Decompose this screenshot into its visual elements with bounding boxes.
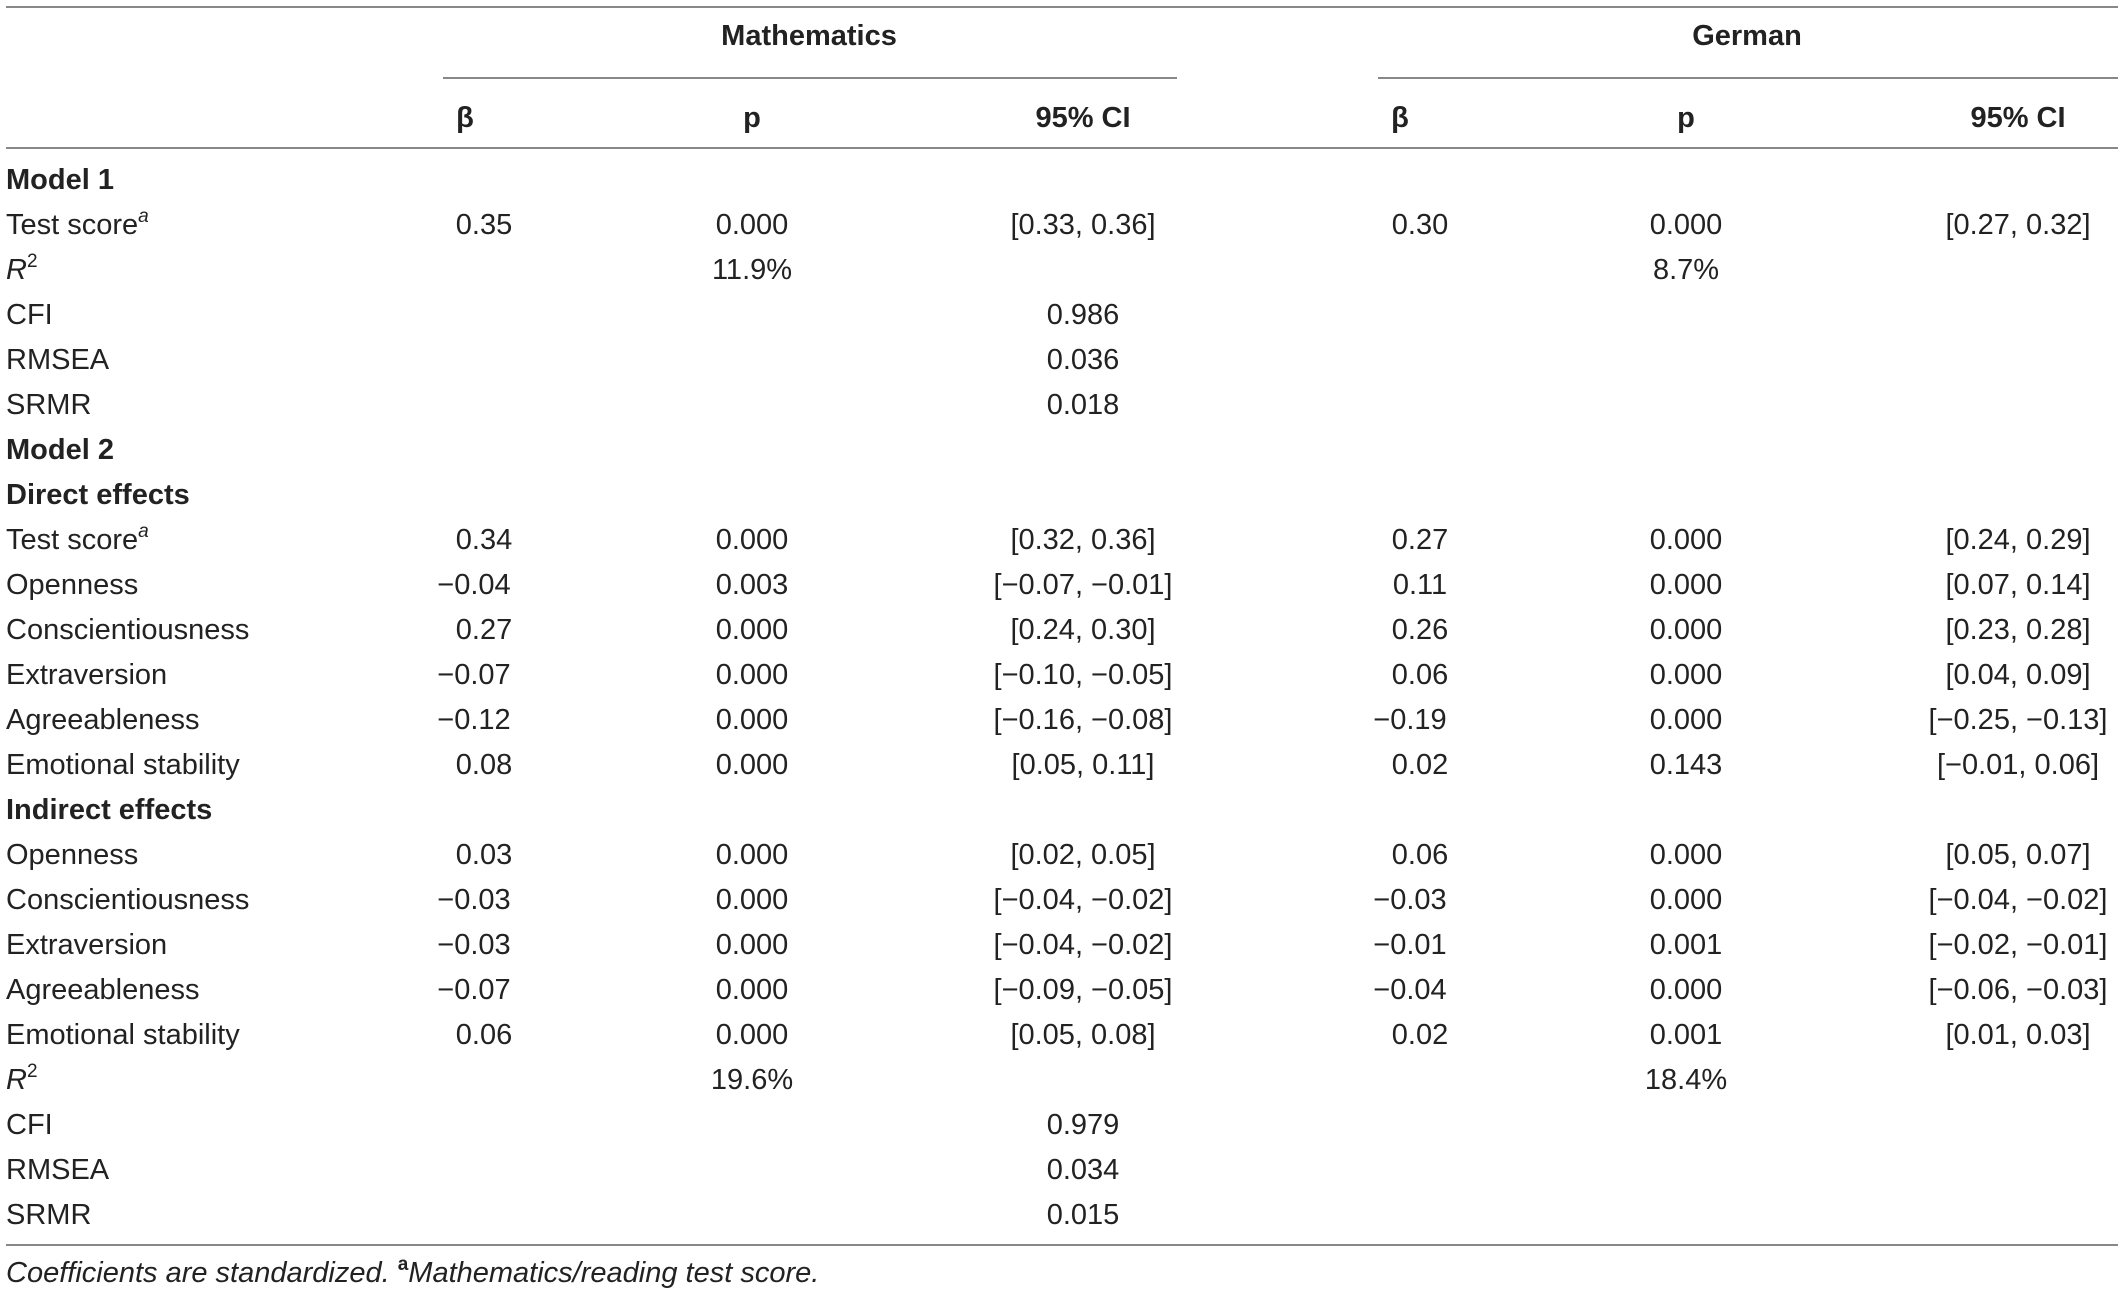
math-beta: −0.07: [437, 974, 511, 1006]
german-ci: [0.04, 0.09]: [1945, 659, 2091, 691]
german-beta: 0.02: [1391, 1019, 1449, 1051]
math-p: 0.000: [715, 524, 789, 556]
direct-effects-title: Direct effects: [6, 479, 190, 511]
col-header-math-p: p: [743, 102, 761, 134]
srmr-value: 0.015: [1046, 1199, 1120, 1231]
math-ci: [−0.10, −0.05]: [993, 659, 1173, 691]
german-beta: 0.02: [1391, 749, 1449, 781]
cfi-label: CFI: [6, 299, 53, 331]
german-p: 0.143: [1649, 749, 1723, 781]
row-label: Extraversion: [6, 929, 168, 961]
srmr-label: SRMR: [6, 389, 92, 421]
row-label: Test score$^a$: [6, 206, 149, 241]
german-beta: 0.26: [1391, 614, 1449, 646]
math-r-squared: 19.6%: [710, 1064, 794, 1096]
col-header-german-p: p: [1677, 102, 1695, 134]
row-label: Agreeableness: [6, 704, 200, 736]
german-ci: [−0.01, 0.06]: [1936, 749, 2100, 781]
math-ci: [−0.07, −0.01]: [993, 569, 1173, 601]
math-ci: [0.32, 0.36]: [1010, 524, 1156, 556]
col-header-german-beta: β: [1391, 102, 1409, 134]
srmr-value: 0.018: [1046, 389, 1120, 421]
german-beta: −0.04: [1373, 974, 1447, 1006]
math-p: 0.000: [715, 704, 789, 736]
math-ci: [−0.04, −0.02]: [993, 929, 1173, 961]
col-header-math-ci: 95% CI: [1035, 102, 1131, 134]
row-label: Test score$^a$: [6, 521, 149, 556]
german-ci: [−0.02, −0.01]: [1928, 929, 2108, 961]
german-beta: 0.11: [1392, 569, 1448, 601]
math-beta: 0.03: [455, 839, 513, 871]
german-r-squared: 18.4%: [1644, 1064, 1728, 1096]
german-beta: 0.06: [1391, 839, 1449, 871]
row-label: Extraversion: [6, 659, 168, 691]
math-p: 0.000: [715, 839, 789, 871]
german-p: 0.001: [1649, 1019, 1723, 1051]
r-squared-label: $R^2$: [6, 251, 38, 286]
german-p: 0.000: [1649, 659, 1723, 691]
math-ci: [−0.09, −0.05]: [993, 974, 1173, 1006]
math-beta: −0.03: [437, 884, 511, 916]
german-p: 0.000: [1649, 524, 1723, 556]
german-ci: [0.27, 0.32]: [1945, 209, 2091, 241]
german-group-rule: [1378, 77, 2118, 79]
top-rule: [6, 6, 2118, 8]
col-header-german-ci: 95% CI: [1970, 102, 2066, 134]
table-footnote: Coefficients are standardized. $^a$Mathematics/reading test score.: [6, 1254, 820, 1289]
model1-title: Model 1: [6, 164, 114, 196]
math-r-squared: 11.9%: [711, 254, 793, 286]
german-p: 0.000: [1649, 884, 1723, 916]
german-beta: 0.30: [1391, 209, 1449, 241]
math-p: 0.000: [715, 884, 789, 916]
math-beta: 0.34: [455, 524, 513, 556]
row-label: Agreeableness: [6, 974, 200, 1006]
german-ci: [0.05, 0.07]: [1945, 839, 2091, 871]
german-ci: [0.01, 0.03]: [1945, 1019, 2091, 1051]
math-ci: [−0.16, −0.08]: [993, 704, 1173, 736]
german-ci: [0.24, 0.29]: [1945, 524, 2091, 556]
row-label: Openness: [6, 569, 139, 601]
col-header-math-beta: β: [456, 102, 474, 134]
math-beta: 0.27: [455, 614, 513, 646]
german-r-squared: 8.7%: [1652, 254, 1720, 286]
math-p: 0.000: [715, 614, 789, 646]
cfi-value: 0.986: [1046, 299, 1120, 331]
math-ci: [0.05, 0.08]: [1010, 1019, 1156, 1051]
group-header-mathematics: Mathematics: [721, 20, 897, 52]
row-label: Emotional stability: [6, 1019, 240, 1051]
german-p: 0.000: [1649, 974, 1723, 1006]
row-label: Emotional stability: [6, 749, 240, 781]
german-p: 0.000: [1649, 839, 1723, 871]
indirect-effects-title: Indirect effects: [6, 794, 213, 826]
cfi-value: 0.979: [1046, 1109, 1120, 1141]
german-p: 0.001: [1649, 929, 1723, 961]
math-ci: [0.33, 0.36]: [1010, 209, 1156, 241]
german-p: 0.000: [1649, 209, 1723, 241]
german-beta: −0.03: [1373, 884, 1447, 916]
german-ci: [−0.04, −0.02]: [1928, 884, 2108, 916]
math-beta: 0.35: [455, 209, 513, 241]
math-beta: −0.07: [437, 659, 511, 691]
srmr-label: SRMR: [6, 1199, 92, 1231]
german-ci: [−0.06, −0.03]: [1928, 974, 2108, 1006]
rmsea-label: RMSEA: [6, 344, 110, 376]
r-squared-label: $R^2$: [6, 1061, 38, 1096]
row-label: Openness: [6, 839, 139, 871]
math-p: 0.000: [715, 749, 789, 781]
german-ci: [−0.25, −0.13]: [1928, 704, 2108, 736]
rmsea-value: 0.034: [1046, 1154, 1120, 1186]
row-label: Conscientiousness: [6, 614, 250, 646]
rmsea-label: RMSEA: [6, 1154, 110, 1186]
math-beta: −0.03: [437, 929, 511, 961]
math-ci: [0.02, 0.05]: [1010, 839, 1156, 871]
math-beta: 0.08: [455, 749, 513, 781]
german-p: 0.000: [1649, 614, 1723, 646]
german-p: 0.000: [1649, 704, 1723, 736]
german-p: 0.000: [1649, 569, 1723, 601]
math-ci: [−0.04, −0.02]: [993, 884, 1173, 916]
math-p: 0.000: [715, 929, 789, 961]
math-p: 0.003: [715, 569, 789, 601]
bottom-rule: [6, 1244, 2118, 1246]
math-p: 0.000: [715, 209, 789, 241]
german-beta: −0.01: [1373, 929, 1447, 961]
math-beta: −0.04: [437, 569, 511, 601]
row-label: Conscientiousness: [6, 884, 250, 916]
header-rule: [6, 147, 2118, 149]
german-ci: [0.07, 0.14]: [1945, 569, 2091, 601]
model2-title: Model 2: [6, 434, 114, 466]
group-header-german: German: [1692, 20, 1802, 52]
math-p: 0.000: [715, 974, 789, 1006]
german-ci: [0.23, 0.28]: [1945, 614, 2091, 646]
german-beta: 0.06: [1391, 659, 1449, 691]
german-beta: 0.27: [1391, 524, 1449, 556]
math-ci: [0.05, 0.11]: [1011, 749, 1155, 781]
rmsea-value: 0.036: [1046, 344, 1120, 376]
math-p: 0.000: [715, 1019, 789, 1051]
math-ci: [0.24, 0.30]: [1010, 614, 1156, 646]
math-p: 0.000: [715, 659, 789, 691]
german-beta: −0.19: [1373, 704, 1447, 736]
math-group-rule: [443, 77, 1177, 79]
math-beta: 0.06: [455, 1019, 513, 1051]
math-beta: −0.12: [437, 704, 511, 736]
cfi-label: CFI: [6, 1109, 53, 1141]
